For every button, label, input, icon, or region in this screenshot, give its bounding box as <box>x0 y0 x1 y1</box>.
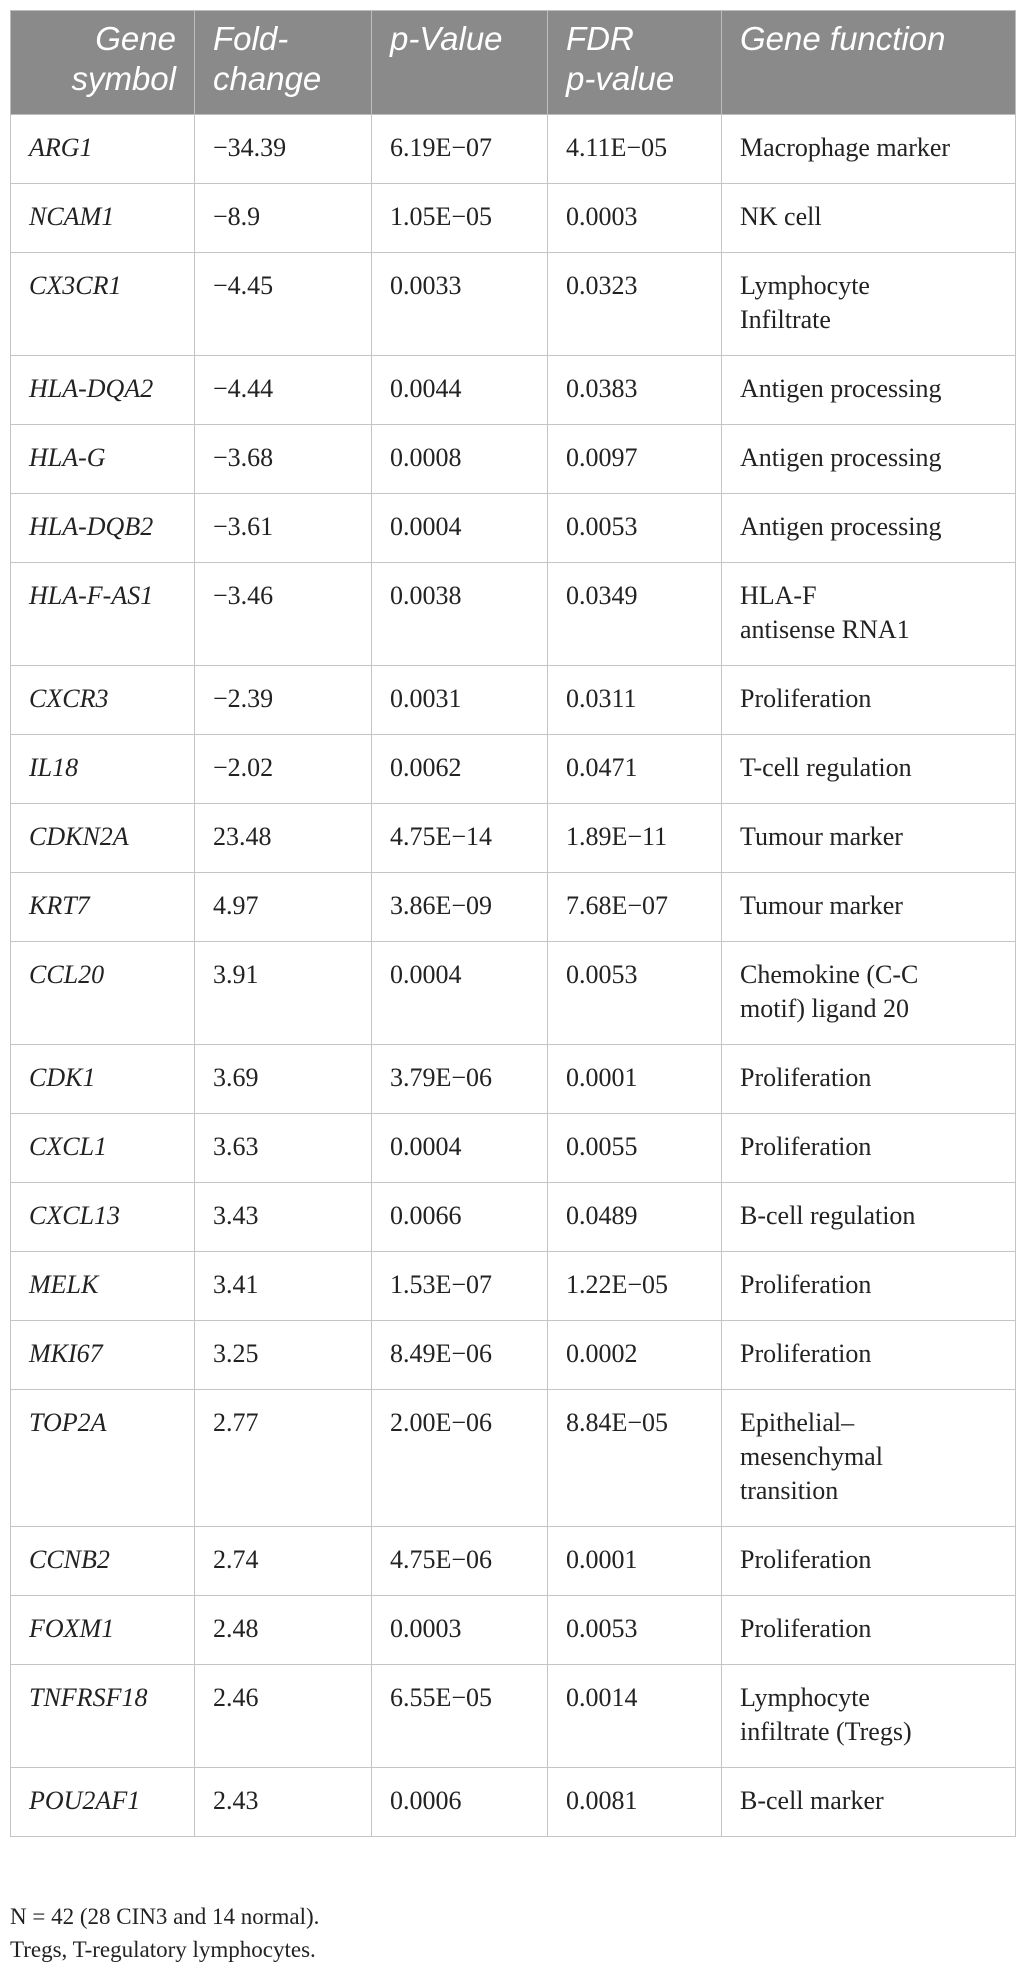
gene-symbol-cell: ARG1 <box>11 115 195 184</box>
p-value-cell: 0.0033 <box>372 253 548 356</box>
gene-function-cell <box>722 1665 1016 1768</box>
fdr-p-value-cell: 0.0053 <box>548 942 722 1045</box>
fdr-p-value-cell: 0.0001 <box>548 1527 722 1596</box>
fold-change-cell: 2.46 <box>195 1665 372 1768</box>
table-row <box>11 425 1016 494</box>
p-value-cell: 0.0004 <box>372 1114 548 1183</box>
p-value-cell: 1.05E−05 <box>372 184 548 253</box>
gene-function-line: HLA-F <box>740 581 817 610</box>
table-row <box>11 1183 1016 1252</box>
gene-symbol-cell: KRT7 <box>11 873 195 942</box>
gene-function-cell <box>722 942 1016 1045</box>
gene-function-line: infiltrate (Tregs) <box>740 1717 912 1746</box>
gene-function-line: Tumour marker <box>740 822 903 851</box>
table-row <box>11 563 1016 666</box>
fold-change-header-line: Fold- <box>213 20 289 57</box>
fdr-p-value-header <box>548 11 722 115</box>
gene-function-line: NK cell <box>740 202 822 231</box>
p-value-cell: 0.0066 <box>372 1183 548 1252</box>
gene-function-line: antisense RNA1 <box>740 615 910 644</box>
fold-change-cell: −3.61 <box>195 494 372 563</box>
p-value-cell: 0.0004 <box>372 942 548 1045</box>
fold-change-cell: −8.9 <box>195 184 372 253</box>
gene-function-line: Lymphocyte <box>740 271 870 300</box>
gene-symbol-cell: CDK1 <box>11 1045 195 1114</box>
gene-function-cell <box>722 1252 1016 1321</box>
fold-change-cell: −3.68 <box>195 425 372 494</box>
p-value-cell: 0.0062 <box>372 735 548 804</box>
gene-function-cell <box>722 1045 1016 1114</box>
fdr-p-value-cell: 0.0081 <box>548 1768 722 1837</box>
fdr-p-value-cell: 0.0349 <box>548 563 722 666</box>
table-row <box>11 356 1016 425</box>
table-row <box>11 494 1016 563</box>
gene-symbol-header-line: symbol <box>71 60 176 97</box>
fold-change-cell: 4.97 <box>195 873 372 942</box>
gene-symbol-cell: MELK <box>11 1252 195 1321</box>
gene-function-line: Proliferation <box>740 1270 872 1299</box>
fdr-p-value-cell: 0.0002 <box>548 1321 722 1390</box>
gene-symbol-cell: NCAM1 <box>11 184 195 253</box>
table-row <box>11 666 1016 735</box>
gene-function-cell <box>722 666 1016 735</box>
fold-change-cell: 23.48 <box>195 804 372 873</box>
gene-symbol-header-line: Gene <box>95 20 176 57</box>
table-row <box>11 115 1016 184</box>
fold-change-cell: −3.46 <box>195 563 372 666</box>
p-value-cell: 4.75E−14 <box>372 804 548 873</box>
gene-symbol-cell: CXCL13 <box>11 1183 195 1252</box>
fdr-p-value-cell: 1.89E−11 <box>548 804 722 873</box>
gene-function-line: Epithelial– <box>740 1408 855 1437</box>
fdr-p-value-cell: 0.0053 <box>548 494 722 563</box>
gene-function-cell <box>722 804 1016 873</box>
fold-change-cell: −4.44 <box>195 356 372 425</box>
p-value-cell: 1.53E−07 <box>372 1252 548 1321</box>
p-value-cell: 2.00E−06 <box>372 1390 548 1527</box>
fdr-p-value-cell: 0.0014 <box>548 1665 722 1768</box>
table-row <box>11 1390 1016 1527</box>
fdr-p-value-cell: 0.0489 <box>548 1183 722 1252</box>
fdr-p-value-header-line: p-value <box>566 60 675 97</box>
gene-symbol-cell: TNFRSF18 <box>11 1665 195 1768</box>
gene-function-line: Proliferation <box>740 1545 872 1574</box>
table-row <box>11 184 1016 253</box>
gene-function-line: Tumour marker <box>740 891 903 920</box>
gene-function-header <box>722 11 1016 115</box>
p-value-cell: 8.49E−06 <box>372 1321 548 1390</box>
table-row <box>11 1321 1016 1390</box>
p-value-cell: 6.55E−05 <box>372 1665 548 1768</box>
gene-symbol-header <box>11 11 195 115</box>
gene-function-line: B-cell marker <box>740 1786 884 1815</box>
gene-symbol-cell: CCL20 <box>11 942 195 1045</box>
gene-symbol-cell: CX3CR1 <box>11 253 195 356</box>
table-row <box>11 1527 1016 1596</box>
fdr-p-value-cell: 1.22E−05 <box>548 1252 722 1321</box>
fdr-p-value-cell: 7.68E−07 <box>548 873 722 942</box>
fdr-p-value-cell: 0.0323 <box>548 253 722 356</box>
p-value-cell: 0.0004 <box>372 494 548 563</box>
gene-symbol-cell: TOP2A <box>11 1390 195 1527</box>
gene-function-cell <box>722 1114 1016 1183</box>
gene-symbol-cell: CDKN2A <box>11 804 195 873</box>
fold-change-cell: 2.77 <box>195 1390 372 1527</box>
gene-symbol-cell: HLA-DQB2 <box>11 494 195 563</box>
gene-function-line: Proliferation <box>740 1132 872 1161</box>
gene-symbol-cell: HLA-DQA2 <box>11 356 195 425</box>
table-row <box>11 253 1016 356</box>
fdr-p-value-cell: 0.0055 <box>548 1114 722 1183</box>
gene-function-line: Chemokine (C-C <box>740 960 919 989</box>
p-value-cell: 0.0044 <box>372 356 548 425</box>
p-value-cell: 0.0031 <box>372 666 548 735</box>
fdr-p-value-cell: 8.84E−05 <box>548 1390 722 1527</box>
table-row <box>11 942 1016 1045</box>
fdr-p-value-cell: 0.0383 <box>548 356 722 425</box>
footnote-sample-size: N = 42 (28 CIN3 and 14 normal). <box>10 1904 320 1929</box>
table-row <box>11 873 1016 942</box>
fold-change-cell: 3.41 <box>195 1252 372 1321</box>
p-value-cell: 4.75E−06 <box>372 1527 548 1596</box>
table-header <box>11 11 1016 115</box>
gene-function-line: Proliferation <box>740 684 872 713</box>
p-value-cell: 0.0008 <box>372 425 548 494</box>
gene-function-cell <box>722 1183 1016 1252</box>
gene-function-cell <box>722 873 1016 942</box>
gene-symbol-cell: MKI67 <box>11 1321 195 1390</box>
fold-change-cell: −34.39 <box>195 115 372 184</box>
gene-function-line: T-cell regulation <box>740 753 912 782</box>
gene-function-line: transition <box>740 1476 839 1505</box>
p-value-cell: 0.0006 <box>372 1768 548 1837</box>
table-row <box>11 1045 1016 1114</box>
gene-function-header-line: Gene function <box>740 20 946 57</box>
gene-function-line: motif) ligand 20 <box>740 994 909 1023</box>
gene-function-line: Lymphocyte <box>740 1683 870 1712</box>
fold-change-cell: 3.43 <box>195 1183 372 1252</box>
fdr-p-value-cell: 0.0471 <box>548 735 722 804</box>
gene-function-line: Antigen processing <box>740 443 942 472</box>
p-value-cell: 3.86E−09 <box>372 873 548 942</box>
gene-function-cell <box>722 1596 1016 1665</box>
table-row <box>11 1252 1016 1321</box>
gene-function-line: Infiltrate <box>740 305 831 334</box>
table-row <box>11 735 1016 804</box>
gene-function-cell <box>722 1390 1016 1527</box>
fold-change-cell: −2.39 <box>195 666 372 735</box>
table-row <box>11 1665 1016 1768</box>
table-body <box>11 115 1016 1837</box>
gene-function-cell <box>722 735 1016 804</box>
p-value-cell: 3.79E−06 <box>372 1045 548 1114</box>
gene-symbol-cell: IL18 <box>11 735 195 804</box>
fdr-p-value-cell: 0.0053 <box>548 1596 722 1665</box>
gene-table-container <box>10 10 1015 1837</box>
gene-function-cell <box>722 115 1016 184</box>
fold-change-cell: 2.48 <box>195 1596 372 1665</box>
p-value-cell: 0.0038 <box>372 563 548 666</box>
footnote-abbreviation: Tregs, T-regulatory lymphocytes. <box>10 1937 316 1962</box>
gene-function-line: mesenchymal <box>740 1442 883 1471</box>
gene-function-line: Macrophage marker <box>740 133 951 162</box>
p-value-header-line: p-Value <box>390 20 503 57</box>
header-row <box>11 11 1016 115</box>
fold-change-cell: 2.43 <box>195 1768 372 1837</box>
gene-function-cell <box>722 184 1016 253</box>
fdr-p-value-cell: 0.0097 <box>548 425 722 494</box>
table-row <box>11 804 1016 873</box>
p-value-header <box>372 11 548 115</box>
gene-symbol-cell: HLA-G <box>11 425 195 494</box>
gene-expression-table <box>10 10 1016 1837</box>
fold-change-cell: 2.74 <box>195 1527 372 1596</box>
gene-function-line: Proliferation <box>740 1339 872 1368</box>
fold-change-cell: −2.02 <box>195 735 372 804</box>
gene-function-cell <box>722 494 1016 563</box>
gene-function-line: Proliferation <box>740 1614 872 1643</box>
table-footnotes <box>10 1900 319 1966</box>
gene-function-cell <box>722 1768 1016 1837</box>
fdr-p-value-cell: 0.0003 <box>548 184 722 253</box>
gene-function-line: Antigen processing <box>740 512 942 541</box>
fdr-p-value-cell: 0.0311 <box>548 666 722 735</box>
p-value-cell: 0.0003 <box>372 1596 548 1665</box>
fold-change-cell: −4.45 <box>195 253 372 356</box>
fold-change-cell: 3.69 <box>195 1045 372 1114</box>
fold-change-header-line: change <box>213 60 322 97</box>
gene-function-cell <box>722 356 1016 425</box>
fdr-p-value-cell: 0.0001 <box>548 1045 722 1114</box>
gene-symbol-cell: CXCR3 <box>11 666 195 735</box>
gene-function-line: B-cell regulation <box>740 1201 916 1230</box>
p-value-cell: 6.19E−07 <box>372 115 548 184</box>
gene-symbol-cell: CCNB2 <box>11 1527 195 1596</box>
fdr-p-value-header-line: FDR <box>566 20 634 57</box>
fdr-p-value-cell: 4.11E−05 <box>548 115 722 184</box>
fold-change-cell: 3.91 <box>195 942 372 1045</box>
fold-change-cell: 3.63 <box>195 1114 372 1183</box>
table-row <box>11 1596 1016 1665</box>
table-row <box>11 1114 1016 1183</box>
gene-symbol-cell: HLA-F-AS1 <box>11 563 195 666</box>
gene-function-cell <box>722 425 1016 494</box>
gene-function-cell <box>722 253 1016 356</box>
fold-change-cell: 3.25 <box>195 1321 372 1390</box>
gene-function-line: Proliferation <box>740 1063 872 1092</box>
gene-function-line: Antigen processing <box>740 374 942 403</box>
table-row <box>11 1768 1016 1837</box>
gene-symbol-cell: POU2AF1 <box>11 1768 195 1837</box>
gene-function-cell <box>722 1527 1016 1596</box>
gene-function-cell <box>722 1321 1016 1390</box>
gene-symbol-cell: FOXM1 <box>11 1596 195 1665</box>
gene-function-cell <box>722 563 1016 666</box>
gene-symbol-cell: CXCL1 <box>11 1114 195 1183</box>
fold-change-header <box>195 11 372 115</box>
